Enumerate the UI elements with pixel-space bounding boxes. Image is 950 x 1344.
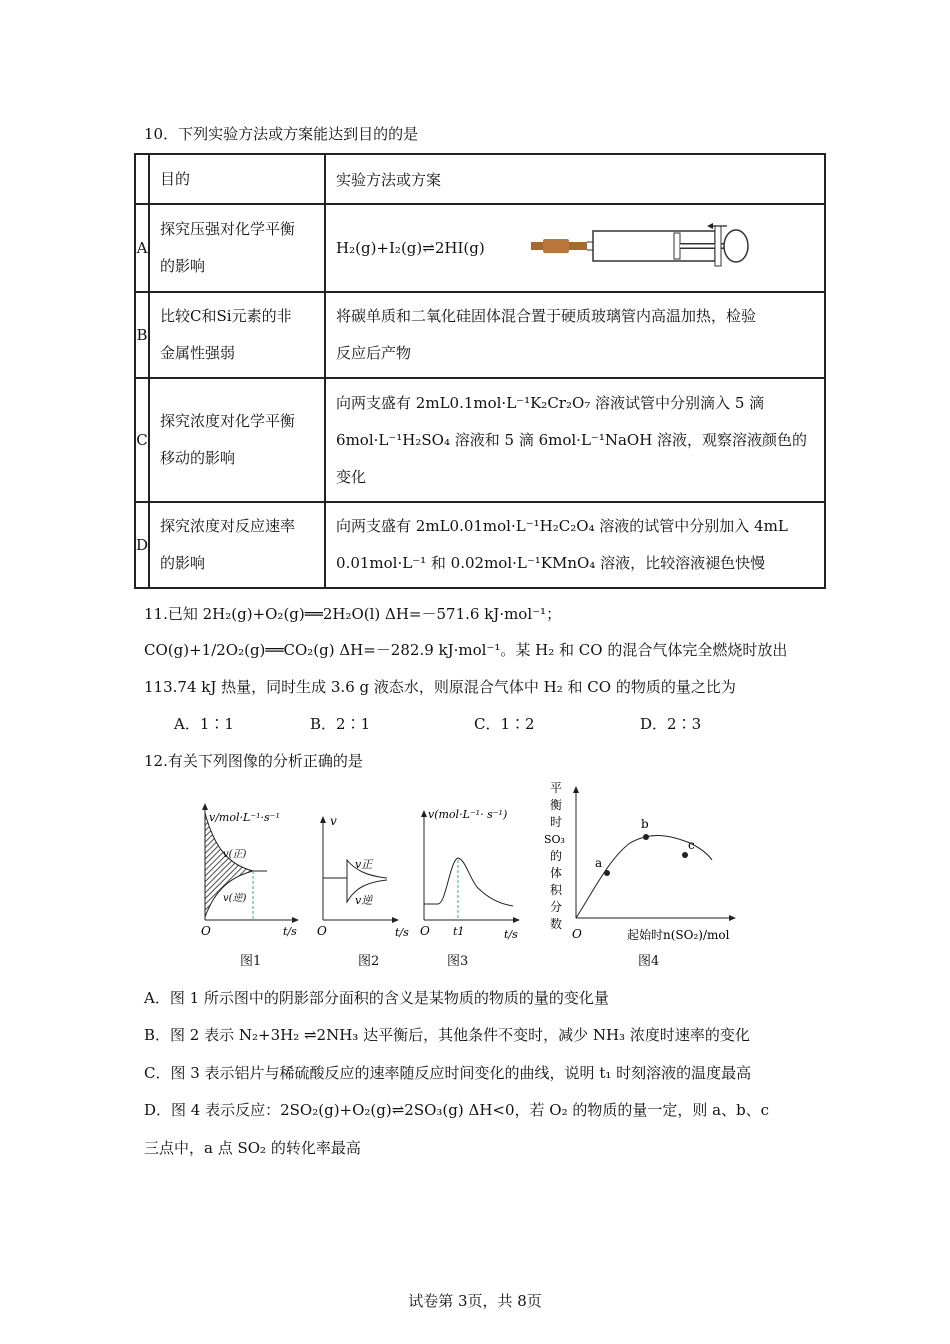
q11-option-d: D．2∶3 xyxy=(640,715,702,733)
q11-line-2: CO(g)+1/2O₂(g)══CO₂(g) ΔH=－282.9 kJ·mol⁻¹。某 H₂ 和 CO 的混合气体完全燃烧时放出 xyxy=(144,641,788,659)
fig1-v-forward: v(正) xyxy=(223,849,247,860)
header-goal: 目的 xyxy=(149,154,325,204)
header-method: 实验方法或方案 xyxy=(325,154,825,204)
fig2-v-reverse: v逆 xyxy=(355,894,373,907)
q12-option-d-cont: 三点中，a 点 SO₂ 的转化率最高 xyxy=(144,1139,361,1157)
q11-option-a: A．1∶1 xyxy=(174,715,234,733)
q12-option-a: A．图 1 所示图中的阴影部分面积的含义是某物质的物质的量的变化量 xyxy=(144,989,609,1007)
svg-text:时: 时 xyxy=(550,815,563,829)
q11-line-3: 113.74 kJ 热量，同时生成 3.6 g 液态水，则原混合气体中 H₂ 和 CO 的物质的量之比为 xyxy=(144,678,736,696)
fig4-label-a: a xyxy=(595,856,603,870)
fig3-t1: t1 xyxy=(453,925,465,938)
row-method: 将碳单质和二氧化硅固体混合置于硬质玻璃管内高温加热，检验 反应后产物 xyxy=(325,292,825,378)
row-method: 向两支盛有 2mL0.01mol·L⁻¹H₂C₂O₄ 溶液的试管中分别加入 4mL 0.01mol·L⁻¹ 和 0.02mol·L⁻¹KMnO₄ 溶液，比较溶液褪色快慢 xyxy=(325,502,825,588)
row-method xyxy=(325,204,825,292)
svg-text:的: 的 xyxy=(550,849,563,863)
fig4-label-b: b xyxy=(641,817,649,831)
fig2-caption: 图2 xyxy=(358,954,380,969)
fig2-v-forward: v正 xyxy=(355,858,373,871)
svg-text:衡: 衡 xyxy=(550,798,563,812)
svg-text:体: 体 xyxy=(550,866,563,880)
fig4-point-a xyxy=(604,870,610,876)
fig3-xlabel: t/s xyxy=(504,928,518,941)
q10-stem: 10．下列实验方法或方案能达到目的的是 xyxy=(144,125,419,143)
figure-3 xyxy=(418,800,530,945)
svg-text:分: 分 xyxy=(550,900,563,914)
fig3-origin: O xyxy=(420,924,430,938)
fig1-caption: 图1 xyxy=(240,954,262,969)
fig4-ylabel xyxy=(544,781,565,931)
q11-option-b: B．2∶1 xyxy=(310,715,371,733)
table-row xyxy=(135,378,825,502)
figure-4 xyxy=(540,778,745,945)
fig4-xlabel: 起始时n(SO₂)/mol xyxy=(627,928,730,942)
svg-text:积: 积 xyxy=(550,883,563,897)
fig1-origin: O xyxy=(201,924,211,938)
row-label: B xyxy=(135,292,149,378)
fig3-caption: 图3 xyxy=(447,954,469,969)
fig2-ylabel: v xyxy=(330,814,337,828)
fig4-origin: O xyxy=(572,927,582,941)
row-label: A xyxy=(135,204,149,292)
row-method: 向两支盛有 2mL0.1mol·L⁻¹K₂Cr₂O₇ 溶液试管中分别滴入 5 滴 6mol·L⁻¹H₂SO₄ 溶液和 5 滴 6mol·L⁻¹NaOH 溶液，观察溶液颜色的 变化 xyxy=(325,378,825,502)
syringe-tip xyxy=(531,242,543,250)
syringe-plunger-head xyxy=(674,233,680,259)
table-header-row xyxy=(135,154,825,204)
q12-option-c: C．图 3 表示铝片与稀硫酸反应的速率随反应时间变化的曲线，说明 t₁ 时刻溶液的温度最高 xyxy=(144,1064,752,1082)
q12-option-b: B．图 2 表示 N₂+3H₂ ⇌2NH₃ 达平衡后，其他条件不变时，减少 NH₃ 浓度时速率的变化 xyxy=(144,1026,750,1044)
svg-text:数: 数 xyxy=(550,917,563,931)
q12-stem: 12.有关下列图像的分析正确的是 xyxy=(144,752,363,770)
svg-text:平: 平 xyxy=(550,781,563,795)
q11-option-c: C．1∶2 xyxy=(474,715,535,733)
row-goal: 探究浓度对反应速率 的影响 xyxy=(149,502,325,588)
svg-text:SO₃: SO₃ xyxy=(544,833,565,846)
q11-line-1: 11.已知 2H₂(g)+O₂(g)══2H₂O(l) ΔH=－571.6 kJ·mol⁻¹； xyxy=(144,605,562,623)
fig1-xlabel: t/s xyxy=(283,925,297,938)
syringe-nozzle xyxy=(543,239,569,253)
page-footer: 试卷第 3页，共 8页 xyxy=(408,1292,542,1310)
table-row xyxy=(135,204,825,292)
syringe-illustration xyxy=(531,222,761,272)
figure-1 xyxy=(195,795,305,945)
q12-option-d: D．图 4 表示反应：2SO₂(g)+O₂(g)⇌2SO₃(g) ΔH<0，若 O₂ 的物质的量一定，则 a、b、c xyxy=(144,1101,770,1119)
figure-2 xyxy=(315,810,415,945)
row-goal: 探究浓度对化学平衡 移动的影响 xyxy=(149,378,325,502)
fig4-point-b xyxy=(643,834,649,840)
fig1-ylabel: v/mol·L⁻¹·s⁻¹ xyxy=(209,811,280,824)
fig4-point-c xyxy=(682,852,688,858)
row-goal: 探究压强对化学平衡 的影响 xyxy=(149,204,325,292)
fig1-v-reverse: v(逆) xyxy=(223,893,247,904)
fig4-label-c: c xyxy=(688,838,695,852)
fig4-caption: 图4 xyxy=(638,954,660,969)
row-goal: 比较C和Si元素的非 金属性强弱 xyxy=(149,292,325,378)
syringe-thumb-rest xyxy=(724,230,748,262)
row-label: C xyxy=(135,378,149,502)
row-label: D xyxy=(135,502,149,588)
fig3-ylabel: v(mol·L⁻¹· s⁻¹) xyxy=(428,808,508,821)
fig2-xlabel: t/s xyxy=(395,926,409,939)
row-a-equation: H₂(g)+I₂(g)⇌2HI(g) xyxy=(336,239,485,257)
table-row xyxy=(135,292,825,378)
q10-table xyxy=(134,153,826,589)
fig2-origin: O xyxy=(317,924,327,938)
table-row xyxy=(135,502,825,588)
